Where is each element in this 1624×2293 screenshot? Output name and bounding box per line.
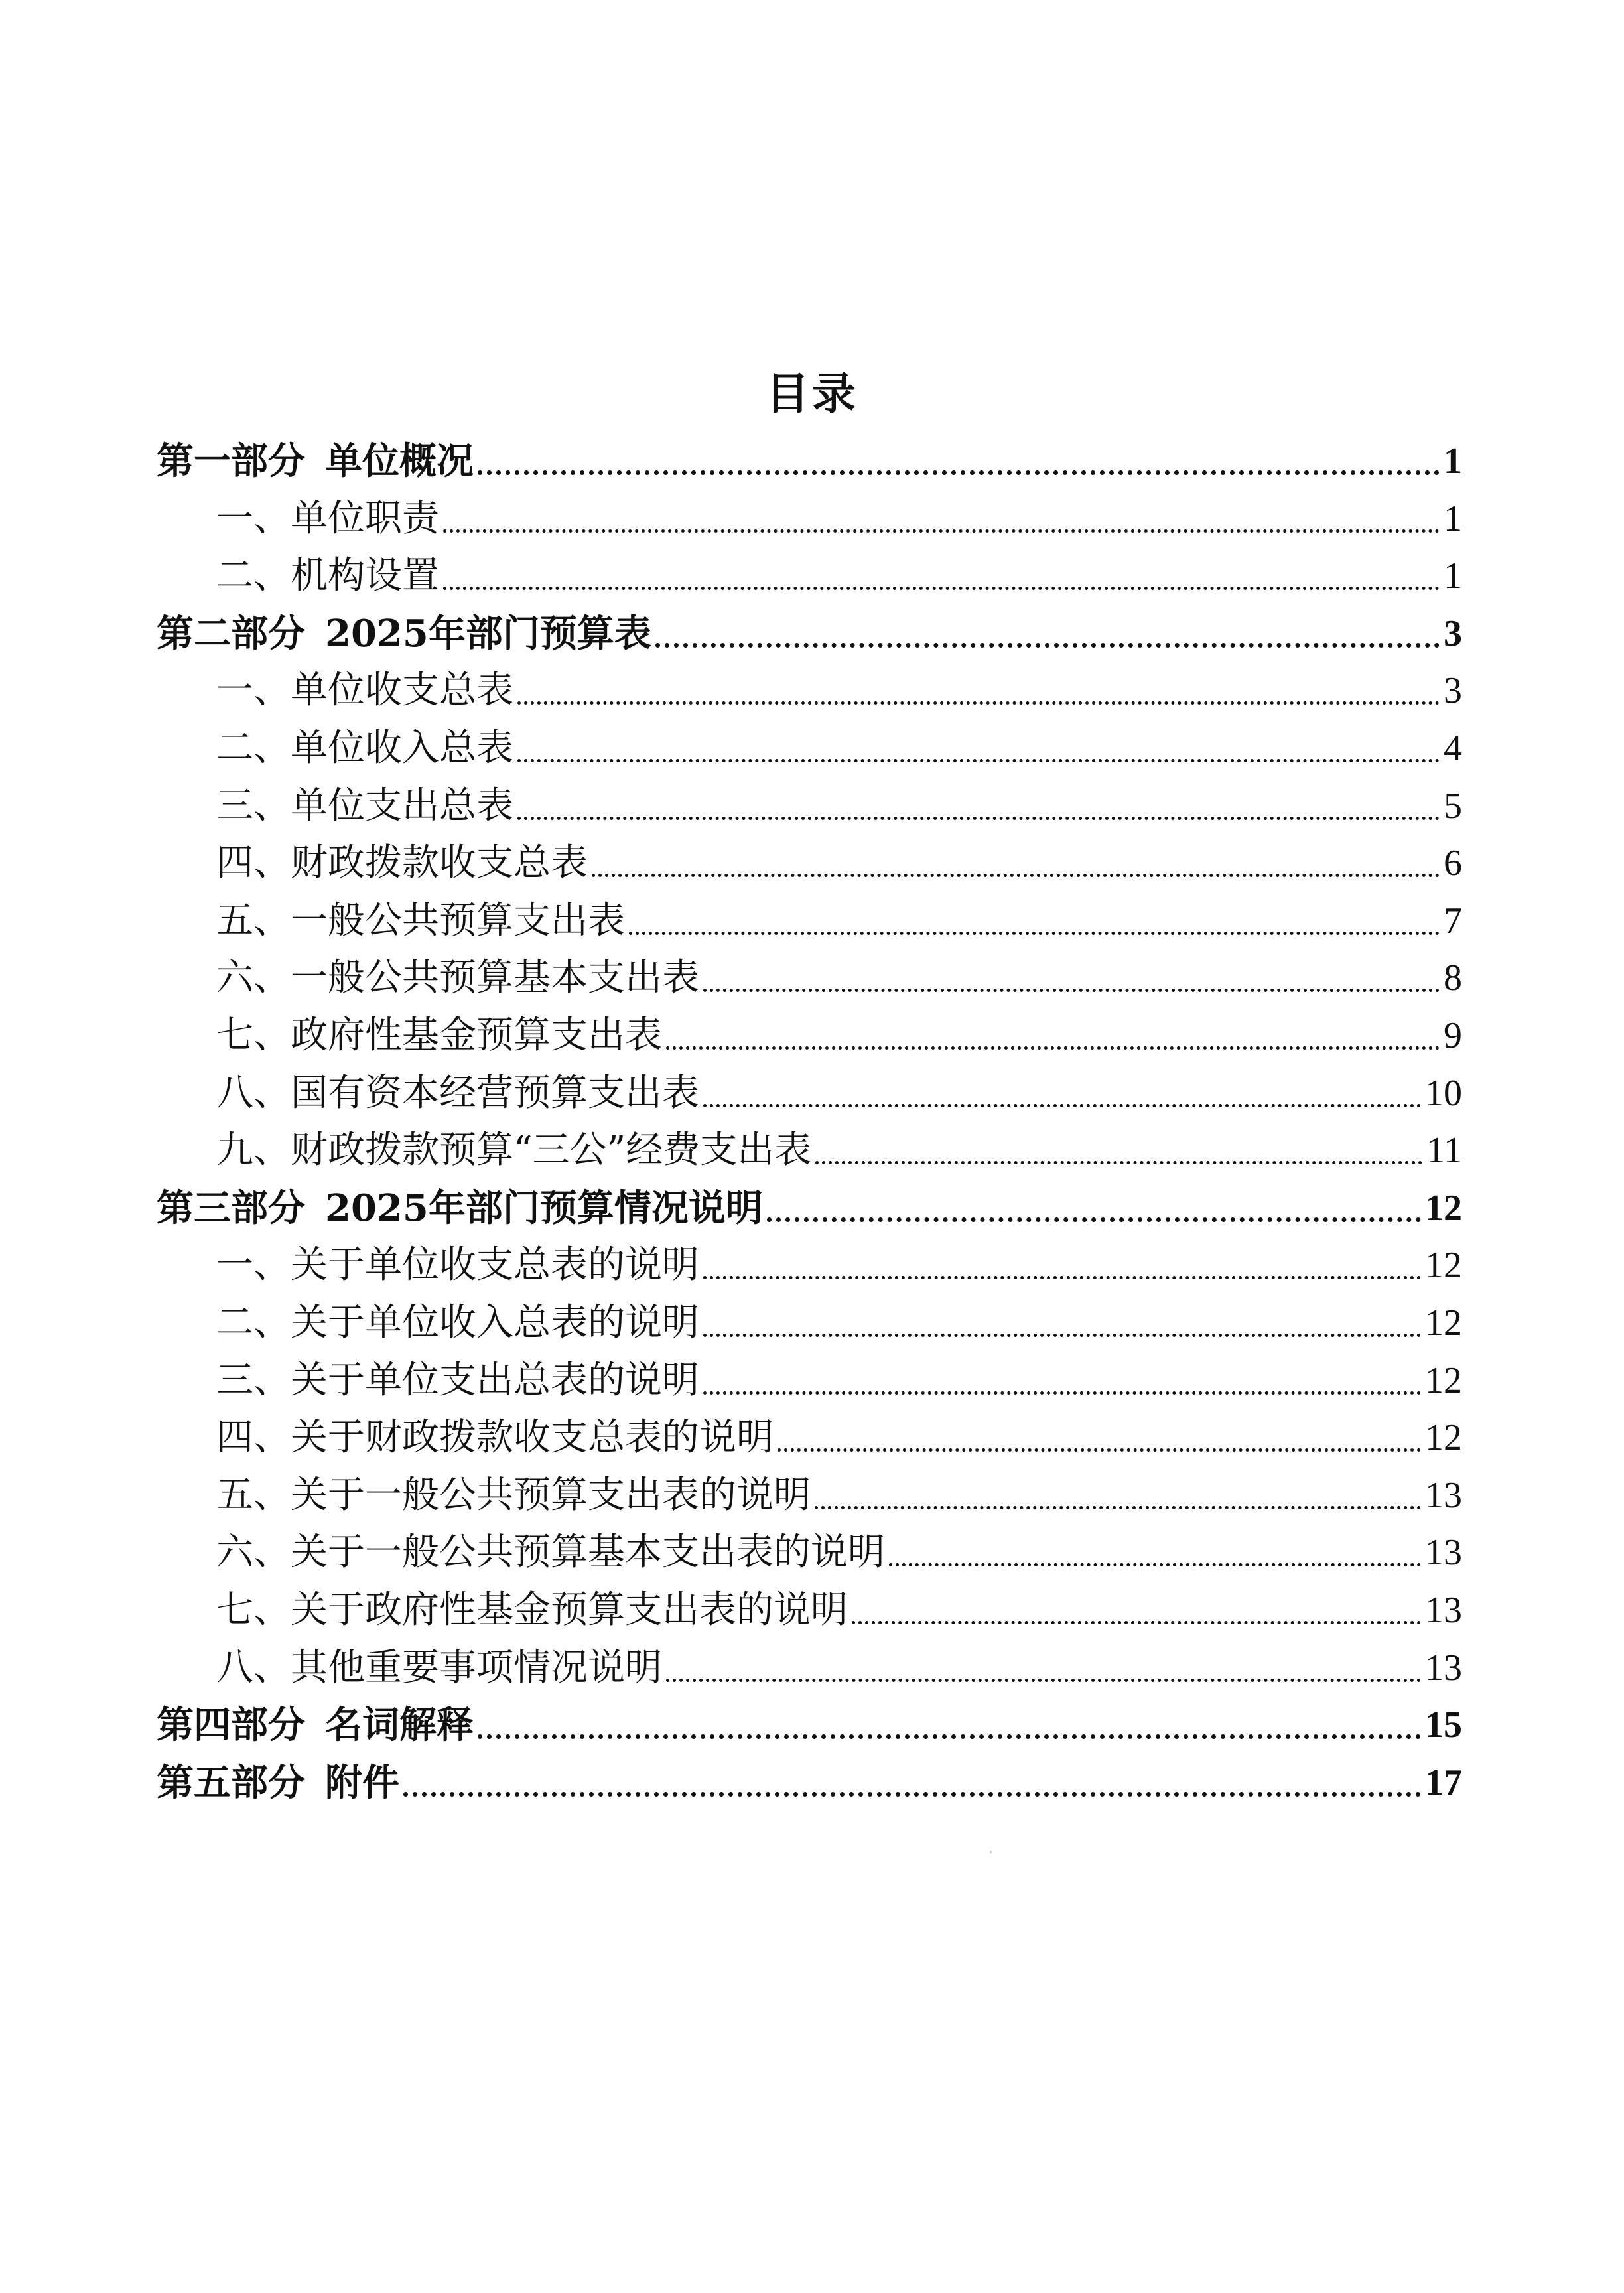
toc-entry-title: 五、关于一般公共预算支出表的说明 bbox=[216, 1474, 811, 1517]
toc-part-entry[interactable] bbox=[157, 1691, 1462, 1748]
toc-page-number: 1 bbox=[1444, 555, 1462, 596]
toc-section-entry[interactable] bbox=[216, 1117, 1462, 1174]
dot-leader bbox=[403, 1792, 1421, 1797]
toc-section-entry[interactable] bbox=[216, 1289, 1462, 1346]
dot-leader bbox=[815, 1161, 1422, 1164]
toc-section-entry[interactable] bbox=[216, 772, 1462, 829]
dot-leader bbox=[517, 701, 1440, 705]
toc-entry-label bbox=[216, 1300, 699, 1346]
toc-entry-title: 六、一般公共预算基本支出表 bbox=[216, 956, 699, 999]
toc-page-number: 12 bbox=[1425, 1188, 1462, 1229]
toc-entry-label bbox=[216, 1012, 662, 1059]
toc-section-entry[interactable] bbox=[216, 1462, 1462, 1519]
toc-entry-label bbox=[216, 667, 513, 714]
toc-page-number: 5 bbox=[1444, 786, 1462, 827]
toc-part-prefix: 第一部分 bbox=[157, 439, 305, 483]
toc-entry-title: 二、机构设置 bbox=[216, 554, 439, 597]
dot-leader bbox=[703, 989, 1440, 992]
toc-entry-label bbox=[157, 1185, 763, 1231]
toc-entry-title: 一、关于单位收支总表的说明 bbox=[216, 1243, 699, 1286]
dot-leader bbox=[815, 1506, 1421, 1509]
toc-section-entry[interactable] bbox=[216, 715, 1462, 772]
toc-entry-title: 2025年部门预算情况说明 bbox=[325, 1186, 763, 1230]
dot-leader bbox=[852, 1621, 1421, 1624]
toc-section-entry[interactable] bbox=[216, 485, 1462, 542]
toc-entry-title: 单位概况 bbox=[325, 439, 474, 483]
toc-section-entry[interactable] bbox=[216, 944, 1462, 1001]
toc-part-entry[interactable] bbox=[157, 1749, 1462, 1806]
toc-entry-label bbox=[216, 1645, 662, 1691]
toc-part-prefix: 第三部分 bbox=[157, 1186, 305, 1230]
dot-leader bbox=[478, 470, 1440, 475]
toc-page-number: 10 bbox=[1425, 1073, 1462, 1114]
scan-speck bbox=[990, 1851, 992, 1853]
toc-entry-title: 六、关于一般公共预算基本支出表的说明 bbox=[216, 1531, 885, 1574]
toc-page-number: 12 bbox=[1425, 1245, 1462, 1286]
dot-leader bbox=[666, 1679, 1421, 1682]
dot-leader bbox=[778, 1448, 1421, 1452]
toc-section-entry[interactable] bbox=[216, 542, 1462, 599]
toc-entry-title: 三、单位支出总表 bbox=[216, 784, 513, 827]
toc-entry-label bbox=[216, 840, 588, 886]
toc-section-entry[interactable] bbox=[216, 1576, 1462, 1633]
toc-entry-label bbox=[216, 496, 439, 542]
toc-entry-title: 一、单位收支总表 bbox=[216, 669, 513, 712]
dot-leader bbox=[592, 874, 1440, 877]
toc-entry-title: 名词解释 bbox=[325, 1703, 474, 1747]
toc-entry-label bbox=[216, 955, 699, 1001]
toc-section-entry[interactable] bbox=[216, 1347, 1462, 1404]
toc-section-entry[interactable] bbox=[216, 1002, 1462, 1059]
toc-section-entry[interactable] bbox=[216, 1519, 1462, 1576]
toc-page-number: 3 bbox=[1444, 670, 1462, 711]
toc-page-number: 12 bbox=[1425, 1417, 1462, 1458]
toc-page-number: 9 bbox=[1444, 1015, 1462, 1056]
dot-leader bbox=[703, 1276, 1421, 1279]
toc-part-entry[interactable] bbox=[157, 427, 1462, 484]
toc-entry-title: 四、财政拨款收支总表 bbox=[216, 841, 588, 884]
toc-entry-title: 八、其他重要事项情况说明 bbox=[216, 1646, 662, 1689]
dot-leader bbox=[889, 1563, 1421, 1566]
toc-entry-title: 七、关于政府性基金预算支出表的说明 bbox=[216, 1588, 848, 1632]
toc-entry-label bbox=[216, 1070, 699, 1117]
toc-part-prefix: 第四部分 bbox=[157, 1703, 305, 1747]
toc-entry-label bbox=[216, 1472, 811, 1519]
toc-entry-label bbox=[216, 1529, 885, 1576]
toc-section-entry[interactable] bbox=[216, 1231, 1462, 1288]
dot-leader bbox=[443, 587, 1440, 590]
toc-entry-title: 五、一般公共预算支出表 bbox=[216, 899, 625, 942]
toc-part-entry[interactable] bbox=[157, 1174, 1462, 1231]
toc-section-entry[interactable] bbox=[216, 829, 1462, 886]
toc-part-entry[interactable] bbox=[157, 600, 1462, 657]
toc-entry-title: 四、关于财政拨款收支总表的说明 bbox=[216, 1416, 774, 1459]
toc-entry-title: 七、政府性基金预算支出表 bbox=[216, 1014, 662, 1057]
toc-entry-title: 附件 bbox=[325, 1761, 399, 1805]
toc-page-number: 12 bbox=[1425, 1302, 1462, 1344]
toc-entry-title: 九、财政拨款预算“三公”经费支出表 bbox=[216, 1129, 812, 1172]
toc-entry-title: 八、国有资本经营预算支出表 bbox=[216, 1072, 699, 1115]
toc-entry-label bbox=[216, 725, 513, 772]
toc-page-number: 1 bbox=[1444, 498, 1462, 539]
dot-leader bbox=[517, 817, 1440, 820]
toc-page-number: 17 bbox=[1425, 1762, 1462, 1803]
toc-entry-label bbox=[216, 1357, 699, 1404]
toc-title: 目录 bbox=[766, 368, 858, 419]
toc-part-prefix: 第二部分 bbox=[157, 612, 305, 656]
toc-entry-label bbox=[216, 1587, 848, 1633]
toc-section-entry[interactable] bbox=[216, 887, 1462, 944]
dot-leader bbox=[517, 759, 1440, 762]
dot-leader bbox=[629, 932, 1440, 935]
dot-leader bbox=[478, 1734, 1421, 1739]
toc-section-entry[interactable] bbox=[216, 1060, 1462, 1117]
toc-entry-title: 一、单位职责 bbox=[216, 497, 439, 540]
dot-leader bbox=[703, 1391, 1421, 1395]
toc-section-entry[interactable] bbox=[216, 1634, 1462, 1691]
toc-entry-label bbox=[216, 898, 625, 944]
toc-page-number: 13 bbox=[1425, 1475, 1462, 1516]
toc-page-number: 8 bbox=[1444, 957, 1462, 999]
toc-page-number: 13 bbox=[1425, 1647, 1462, 1689]
toc-section-entry[interactable] bbox=[216, 657, 1462, 714]
toc-entry-label bbox=[216, 1415, 774, 1461]
toc-entry-title: 三、关于单位支出总表的说明 bbox=[216, 1359, 699, 1402]
toc-entry-label bbox=[157, 610, 651, 657]
dot-leader bbox=[703, 1334, 1421, 1337]
dot-leader bbox=[767, 1217, 1421, 1222]
toc-entry-label bbox=[216, 1242, 699, 1288]
dot-leader bbox=[443, 529, 1440, 533]
toc-section-entry[interactable] bbox=[216, 1404, 1462, 1461]
toc-entry-title: 二、关于单位收入总表的说明 bbox=[216, 1301, 699, 1344]
toc-entry-label bbox=[157, 1760, 399, 1806]
toc-entry-label bbox=[157, 1702, 474, 1748]
dot-leader bbox=[655, 643, 1440, 648]
toc-part-prefix: 第五部分 bbox=[157, 1761, 305, 1805]
dot-leader bbox=[703, 1104, 1421, 1107]
toc-page-number: 3 bbox=[1444, 613, 1462, 654]
toc-page-number: 13 bbox=[1425, 1532, 1462, 1573]
toc-entry-title: 二、单位收入总表 bbox=[216, 727, 513, 770]
toc-page-number: 1 bbox=[1444, 441, 1462, 482]
toc-entry-label bbox=[157, 438, 474, 484]
table-of-contents bbox=[0, 427, 1624, 1821]
toc-page-number: 11 bbox=[1426, 1130, 1462, 1171]
toc-entry-label bbox=[216, 1127, 811, 1174]
toc-page-number: 6 bbox=[1444, 843, 1462, 884]
toc-page-number: 4 bbox=[1444, 728, 1462, 769]
toc-entry-title: 2025年部门预算表 bbox=[325, 612, 651, 656]
toc-page-number: 13 bbox=[1425, 1590, 1462, 1631]
dot-leader bbox=[666, 1046, 1440, 1050]
toc-entry-label bbox=[216, 553, 439, 599]
toc-page-number: 7 bbox=[1444, 900, 1462, 941]
toc-page-number: 12 bbox=[1425, 1360, 1462, 1401]
toc-page-number: 15 bbox=[1425, 1704, 1462, 1746]
toc-entry-label bbox=[216, 783, 513, 829]
